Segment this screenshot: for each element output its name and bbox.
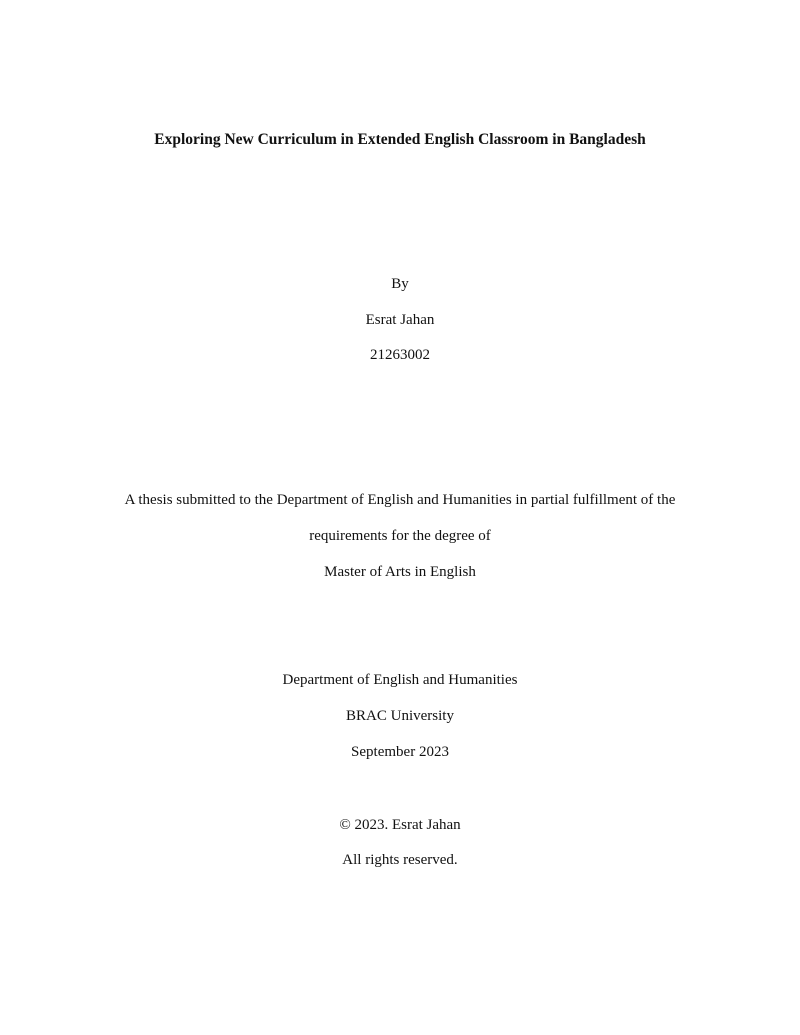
university-name: BRAC University xyxy=(346,708,454,724)
rights-reserved: All rights reserved. xyxy=(342,852,458,868)
submission-date: September 2023 xyxy=(351,744,449,760)
student-id: 21263002 xyxy=(370,347,430,363)
by-label: By xyxy=(391,276,409,292)
degree-name: Master of Arts in English xyxy=(324,564,476,580)
submission-statement-line-1: A thesis submitted to the Department of English and Humanities in partial fulfillment of the xyxy=(124,492,676,508)
copyright-notice: © 2023. Esrat Jahan xyxy=(339,817,461,833)
submission-statement-line-2: requirements for the degree of xyxy=(309,528,491,544)
thesis-title: Exploring New Curriculum in Extended English Classroom in Bangladesh xyxy=(154,131,646,148)
department-name: Department of English and Humanities xyxy=(282,672,518,688)
author-name: Esrat Jahan xyxy=(365,312,435,328)
